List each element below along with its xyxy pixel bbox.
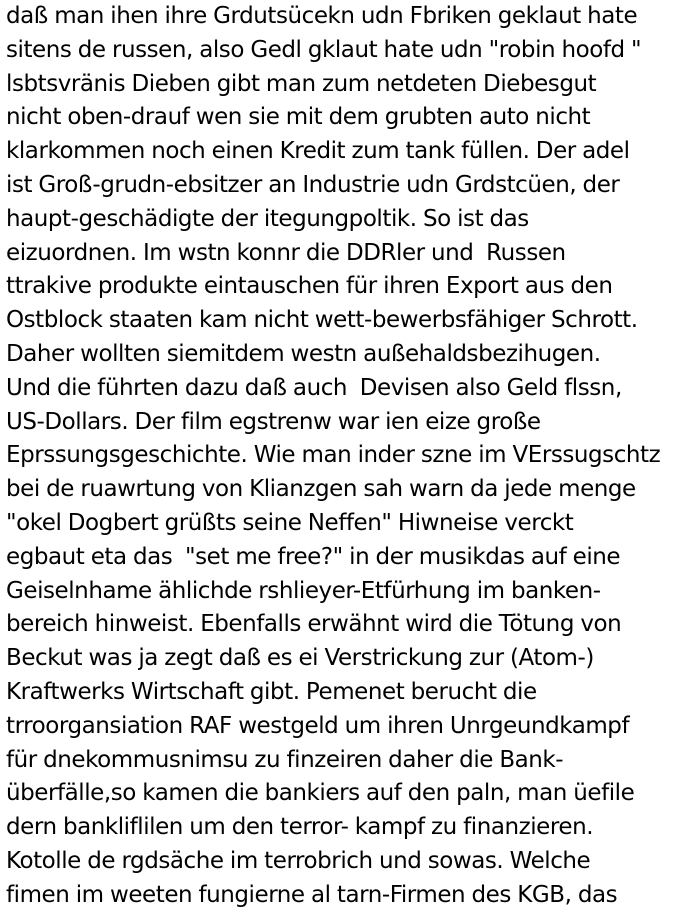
text-line: dern bankliflilen um den terror- kampf zu finanzieren.	[6, 814, 594, 841]
body-text	[6, 0, 684, 913]
text-line: Kotolle de rgdsäche im terrobrich und sowas. Welche	[6, 847, 591, 874]
text-line: Daher wollten siemitdem westn außehaldsbezihugen.	[6, 340, 601, 367]
text-line: daß man ihen ihre Grdutsücekn udn Fbriken geklaut hate	[6, 3, 638, 29]
text-line: ttrakive produkte eintauschen für ihren Export aus den	[6, 273, 613, 300]
text-line: fimen im weeten fungierne al tarn-Firmen des KGB, das	[6, 881, 618, 908]
text-line: für dnekommusnimsu zu finzeiren daher die Bank-	[6, 746, 564, 773]
text-line: bereich hinweist. Ebenfalls erwähnt wird die Tötung von	[6, 611, 622, 638]
text-line: ist Groß-grudn-ebsitzer an Industrie udn Grdstcüen, der	[6, 171, 620, 198]
text-line: lsbtsvränis Dieben gibt man zum netdeten Diebesgut	[6, 70, 597, 97]
text-line: "okel Dogbert grüßts seine Neffen" Hiwneise verckt	[6, 509, 574, 536]
text-line: Geiselnhame ählichde rshlieyer-Etfürhung im banken-	[6, 577, 601, 604]
text-line: Ostblock staaten kam nicht wett-bewerbsfähiger Schrott.	[6, 307, 638, 334]
text-line: Beckut was ja zegt daß es ei Verstrickung zur (Atom-)	[6, 645, 594, 672]
text-line: Eprssungsgeschichte. Wie man inder szne im VErssugschtz	[6, 442, 661, 469]
text-line: überfälle,so kamen die bankiers auf den paln, man üefile	[6, 780, 635, 807]
text-line: US-Dollars. Der film egstrenw war ien eize große	[6, 408, 541, 435]
text-line: klarkommen noch einen Kredit zum tank füllen. Der adel	[6, 138, 630, 165]
text-line: trroorgansiation RAF westgeld um ihren Unrgeundkampf	[6, 712, 630, 739]
text-line: Und die führten dazu daß auch Devisen also Geld flssn,	[6, 374, 622, 401]
text-line: eizuordnen. Im wstn konnr die DDRler und Russen	[6, 239, 566, 266]
text-line: sitens de russen, also Gedl gklaut hate udn "robin hoofd "	[6, 36, 642, 63]
text-line: egbaut eta das "set me free?" in der musikdas auf eine	[6, 543, 621, 570]
text-line: nicht oben-drauf wen sie mit dem grubten auto nicht	[6, 104, 591, 131]
text-line: Kraftwerks Wirtschaft gibt. Pemenet berucht die	[6, 678, 537, 705]
text-line: haupt-geschädigte der itegungpoltik. So ist das	[6, 205, 529, 232]
text-line: bei de ruawrtung von Klianzgen sah warn da jede menge	[6, 476, 636, 503]
